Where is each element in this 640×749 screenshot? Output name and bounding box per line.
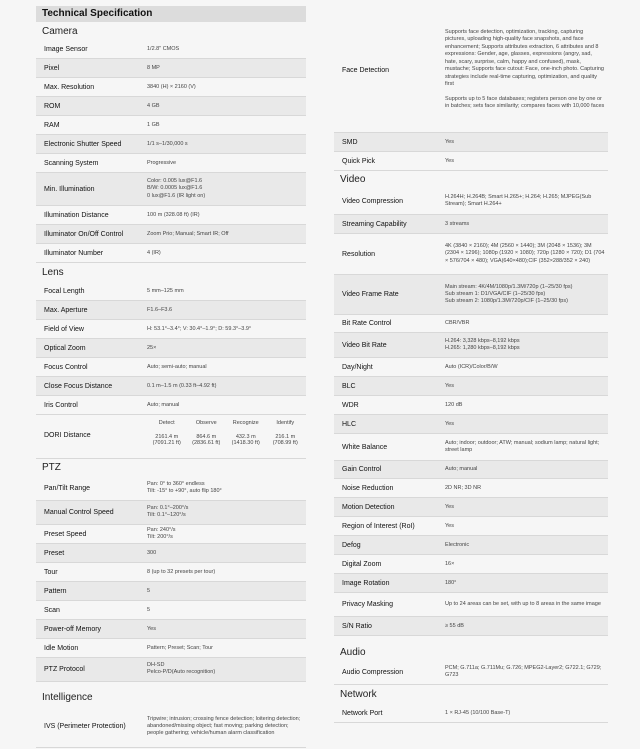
- spec-value: 180°: [445, 579, 457, 586]
- spec-value: 1/1 s–1/30,000 s: [147, 140, 188, 147]
- spec-row: [36, 173, 306, 206]
- spec-value: 4K (3840 × 2160); 4M (2560 × 1440); 3M (2048 × 1536); 3M (2304 × 1296); 1080p (1920 × 1080); 720p (1280 × 720); D1 (704 × 576/704 × 480); VGA(640×480);CIF (352×288/352 × 240): [445, 243, 605, 264]
- spec-row: [36, 477, 306, 501]
- dori-value: 216.1 m (708.99 ft): [272, 434, 298, 446]
- spec-row: [334, 536, 608, 555]
- spec-row: [36, 301, 306, 320]
- spec-label: Quick Pick: [342, 157, 376, 165]
- spec-value: DH-SD Pelco-P/D(Auto recognition): [147, 662, 216, 676]
- spec-label: Region of Interest (RoI): [342, 522, 415, 530]
- section-heading: Audio: [340, 647, 366, 658]
- spec-label: Max. Aperture: [44, 306, 88, 314]
- spec-row: [36, 206, 306, 225]
- spec-value: Yes: [147, 625, 156, 632]
- spec-row: [334, 479, 608, 498]
- spec-label: Tour: [44, 568, 58, 576]
- section-heading: Camera: [42, 26, 78, 37]
- spec-row: [334, 593, 608, 617]
- spec-label: Iris Control: [44, 401, 78, 409]
- spec-value: Color: 0.005 lux@F1.6 B/W: 0.0005 lux@F1.6 0 lux@F1.6 (IR light on): [147, 178, 206, 199]
- spec-value: Electronic: [445, 541, 470, 548]
- spec-row: [36, 601, 306, 620]
- spec-row: [334, 396, 608, 415]
- spec-row: [334, 434, 608, 461]
- spec-value: 4 GB: [147, 102, 160, 109]
- spec-value: PCM; G.711a; G.711Mu; G.726; MPEG2-Layer2; G722.1; G729; G723: [445, 664, 602, 678]
- spec-row: [36, 658, 306, 682]
- spec-label: Face Detection: [342, 66, 390, 74]
- spec-row: [334, 617, 608, 636]
- spec-row: [334, 704, 608, 723]
- dori-value: 2161.4 m (7091.21 ft): [152, 434, 181, 446]
- section-heading: Intelligence: [42, 692, 93, 703]
- spec-row: [36, 525, 306, 544]
- spec-value: Yes: [445, 420, 454, 427]
- spec-value: 4 (IR): [147, 249, 161, 256]
- spec-row: [36, 135, 306, 154]
- spec-label: PTZ Protocol: [44, 666, 85, 673]
- spec-row: [36, 59, 306, 78]
- spec-label: Field of View: [44, 325, 84, 333]
- section-heading: Video: [340, 174, 366, 185]
- spec-row: [36, 544, 306, 563]
- spec-label: HLC: [342, 420, 357, 428]
- spec-label: Resolution: [342, 250, 376, 258]
- spec-value: Auto; semi-auto; manual: [147, 363, 207, 370]
- spec-value: 8 MP: [147, 64, 160, 71]
- spec-row: [334, 517, 608, 536]
- spec-label: Audio Compression: [342, 668, 404, 676]
- spec-value: 1 × RJ-45 (10/100 Base-T): [445, 709, 511, 716]
- spec-label: Optical Zoom: [44, 344, 86, 352]
- spec-label: Illuminator Number: [44, 249, 104, 257]
- spec-label: Pattern: [44, 587, 67, 595]
- spec-value: H.264: 3,328 kbps–8,192 kbps H.265: 1,280 kbps–8,192 kbps: [445, 337, 520, 351]
- spec-row: [36, 620, 306, 639]
- title-bar: [36, 6, 306, 22]
- spec-label: Streaming Capability: [342, 220, 407, 228]
- spec-row: [36, 639, 306, 658]
- dori-row: [36, 415, 306, 459]
- spec-label: SMD: [342, 138, 358, 146]
- spec-label: Idle Motion: [44, 644, 79, 652]
- spec-value: 5: [147, 587, 151, 594]
- spec-value: 25×: [147, 344, 157, 351]
- spec-value: Yes: [445, 503, 454, 510]
- spec-label: RAM: [44, 121, 60, 129]
- spec-row: [36, 563, 306, 582]
- spec-value: Auto; manual: [445, 466, 478, 472]
- spec-row: [36, 154, 306, 173]
- spec-label: Scanning System: [44, 159, 99, 167]
- spec-label: IVS (Perimeter Protection): [44, 723, 126, 730]
- spec-row: [334, 660, 608, 685]
- spec-value: Main stream: 4K/4M/1080p/1.3M/720p (1–25/30 fps) Sub stream 1: D1/VGA/CIF (1–25/30 fps) Sub stream 2: 1080p/1.3M/720p/CIF (1–25/30 fps): [445, 283, 573, 305]
- spec-row: [36, 40, 306, 59]
- spec-label: Defog: [342, 541, 361, 549]
- spec-value: Yes: [445, 138, 454, 145]
- spec-value: 2D NR; 3D NR: [445, 484, 482, 491]
- section-heading: Lens: [42, 267, 64, 278]
- dori-header: Identify: [276, 420, 295, 426]
- spec-label: Power-off Memory: [44, 625, 102, 633]
- spec-value: 5 mm–125 mm: [147, 287, 184, 294]
- spec-value: Yes: [445, 522, 454, 529]
- spec-value: Pan: 240°/s Tilt: 200°/s: [147, 526, 176, 540]
- spec-row: [334, 377, 608, 396]
- spec-value: 5: [147, 606, 151, 613]
- spec-value: 1/2.8" CMOS: [147, 45, 180, 52]
- spec-label: Video Compression: [342, 197, 403, 205]
- spec-label: DORI Distance: [44, 432, 91, 439]
- spec-value: 16×: [445, 560, 455, 567]
- spec-value: Pan: 0° to 360° endless Tilt: -15° to +90°, auto flip 180°: [147, 481, 222, 495]
- spec-row: [334, 574, 608, 593]
- spec-value: 0.1 m–1.5 m (0.33 ft–4.92 ft): [147, 382, 217, 389]
- spec-label: Video Bit Rate: [342, 341, 387, 349]
- spec-label: Pixel: [44, 64, 60, 72]
- spec-row: [334, 275, 608, 315]
- page-title: Technical Specification: [42, 8, 153, 19]
- spec-label: Electronic Shutter Speed: [44, 140, 122, 148]
- spec-label: Max. Resolution: [44, 83, 95, 91]
- spec-value: 300: [147, 549, 157, 556]
- spec-label: Focus Control: [44, 363, 88, 371]
- spec-row: [334, 8, 608, 133]
- spec-label: Day/Night: [342, 363, 373, 371]
- spec-label: WDR: [342, 401, 359, 409]
- spec-row: [36, 244, 306, 263]
- spec-label: Noise Reduction: [342, 484, 394, 492]
- spec-value: 8 (up to 32 presets per tour): [147, 568, 216, 575]
- spec-value: Pattern; Preset; Scan; Tour: [147, 644, 213, 651]
- spec-row: [36, 97, 306, 116]
- spec-value: 120 dB: [445, 401, 463, 408]
- spec-label: Preset: [44, 549, 65, 557]
- spec-row: [36, 582, 306, 601]
- spec-value: F1.6–F3.6: [147, 306, 173, 313]
- spec-value: Yes: [445, 382, 454, 389]
- spec-row: [334, 498, 608, 517]
- spec-label: Gain Control: [342, 466, 382, 473]
- section-heading: PTZ: [42, 462, 61, 473]
- spec-row: [36, 225, 306, 244]
- spec-label: Focal Length: [44, 287, 85, 295]
- section-heading: Network: [340, 689, 377, 700]
- spec-label: Digital Zoom: [342, 560, 382, 568]
- spec-label: Illumination Distance: [44, 211, 109, 219]
- spec-label: Network Port: [342, 709, 383, 717]
- spec-label: Privacy Masking: [342, 601, 393, 608]
- spec-label: Manual Control Speed: [44, 509, 114, 516]
- spec-row: [334, 234, 608, 275]
- spec-row: [36, 501, 306, 525]
- spec-row: [334, 188, 608, 215]
- spec-label: Image Rotation: [342, 579, 390, 587]
- spec-value: H.264H; H.264B; Smart H.265+; H.264; H.265; MJPEG(Sub Stream); Smart H.264+: [445, 193, 592, 207]
- spec-label: Illuminator On/Off Control: [44, 230, 124, 238]
- spec-row: [334, 415, 608, 434]
- dori-header: Recognize: [232, 420, 259, 426]
- spec-value: 3840 (H) × 2160 (V): [147, 83, 196, 90]
- spec-value: Supports face detection, optimization, tracking, capturing pictures, uploading high-quality face snapshots, and face enhancement; Supports attributes extraction, 6 attributes and 8 expressions: Gender, age, glasses, expressions (angry, sad, hate, scary, surprise, calm, happy and confused), mask, mustache; Supports face cutout: Face, one-inch photo. Capturing strategies include real-time capturing, optimization, and quality first Supports up to 5 face databases; registers person one by one or in batches; sets face similarity; compares faces with 10,000 faces: [445, 29, 605, 110]
- spec-value: 1 GB: [147, 121, 160, 128]
- spec-value: Auto; manual: [147, 401, 180, 408]
- spec-value: Zoom Prio; Manual; Smart IR; Off: [147, 230, 229, 237]
- spec-value: H: 53.1°–3.4°; V: 30.4°–1.9°; D: 59.3°–3.9°: [147, 325, 252, 332]
- dori-table: [147, 420, 305, 446]
- spec-label: S/N Ratio: [342, 622, 372, 630]
- spec-row: [36, 396, 306, 415]
- spec-row: [36, 78, 306, 97]
- spec-value: Progressive: [147, 159, 177, 166]
- spec-row: [36, 282, 306, 301]
- spec-label: Video Frame Rate: [342, 291, 399, 298]
- spec-row: [334, 461, 608, 479]
- spec-row: [36, 116, 306, 135]
- spec-value: Tripwire; intrusion; crossing fence detection; loitering detection; abandoned/missing object; fast moving; parking detection; people gathering; vehicle/human alarm classification: [147, 715, 301, 737]
- spec-label: Preset Speed: [44, 530, 87, 538]
- spec-value: ≥ 55 dB: [445, 622, 464, 629]
- spec-value: Up to 24 areas can be set, with up to 8 areas in the same image: [445, 601, 601, 607]
- spec-label: Pan/Tilt Range: [44, 485, 91, 492]
- spec-row: [334, 152, 608, 171]
- dori-header: Observe: [195, 420, 217, 426]
- spec-row: [334, 315, 608, 333]
- dori-value: 864.6 m (2836.61 ft): [192, 434, 221, 446]
- spec-label: White Balance: [342, 443, 388, 451]
- spec-row: [36, 377, 306, 396]
- spec-label: Min. Illumination: [44, 185, 95, 193]
- spec-value: Yes: [445, 157, 454, 164]
- spec-row: [334, 555, 608, 574]
- spec-label: Close Focus Distance: [44, 382, 113, 390]
- spec-label: Scan: [44, 606, 60, 614]
- spec-label: Motion Detection: [342, 503, 395, 511]
- spec-row: [36, 339, 306, 358]
- spec-value: 3 streams: [445, 220, 470, 227]
- dori-value: 432.3 m (1418.30 ft): [231, 434, 260, 446]
- spec-row: [334, 133, 608, 152]
- spec-value: Pan: 0.1°–200°/s Tilt: 0.1°–120°/s: [147, 505, 189, 519]
- spec-row: [334, 333, 608, 358]
- spec-label: BLC: [342, 382, 356, 390]
- spec-label: Image Sensor: [44, 45, 88, 53]
- spec-value: Auto; indoor; outdoor; ATW; manual; sodium lamp; natural light; street lamp: [445, 439, 600, 453]
- dori-header: Detect: [158, 420, 175, 426]
- spec-row: [334, 215, 608, 234]
- spec-row: [36, 358, 306, 377]
- spec-label: Bit Rate Control: [342, 320, 392, 327]
- spec-value: 100 m (328.08 ft) (IR): [147, 211, 200, 218]
- spec-row: [36, 706, 306, 748]
- spec-value: CBR/VBR: [445, 320, 470, 326]
- spec-value: Auto (ICR)/Color/B/W: [445, 363, 498, 370]
- spec-label: ROM: [44, 102, 61, 110]
- spec-row: [36, 320, 306, 339]
- spec-row: [334, 358, 608, 377]
